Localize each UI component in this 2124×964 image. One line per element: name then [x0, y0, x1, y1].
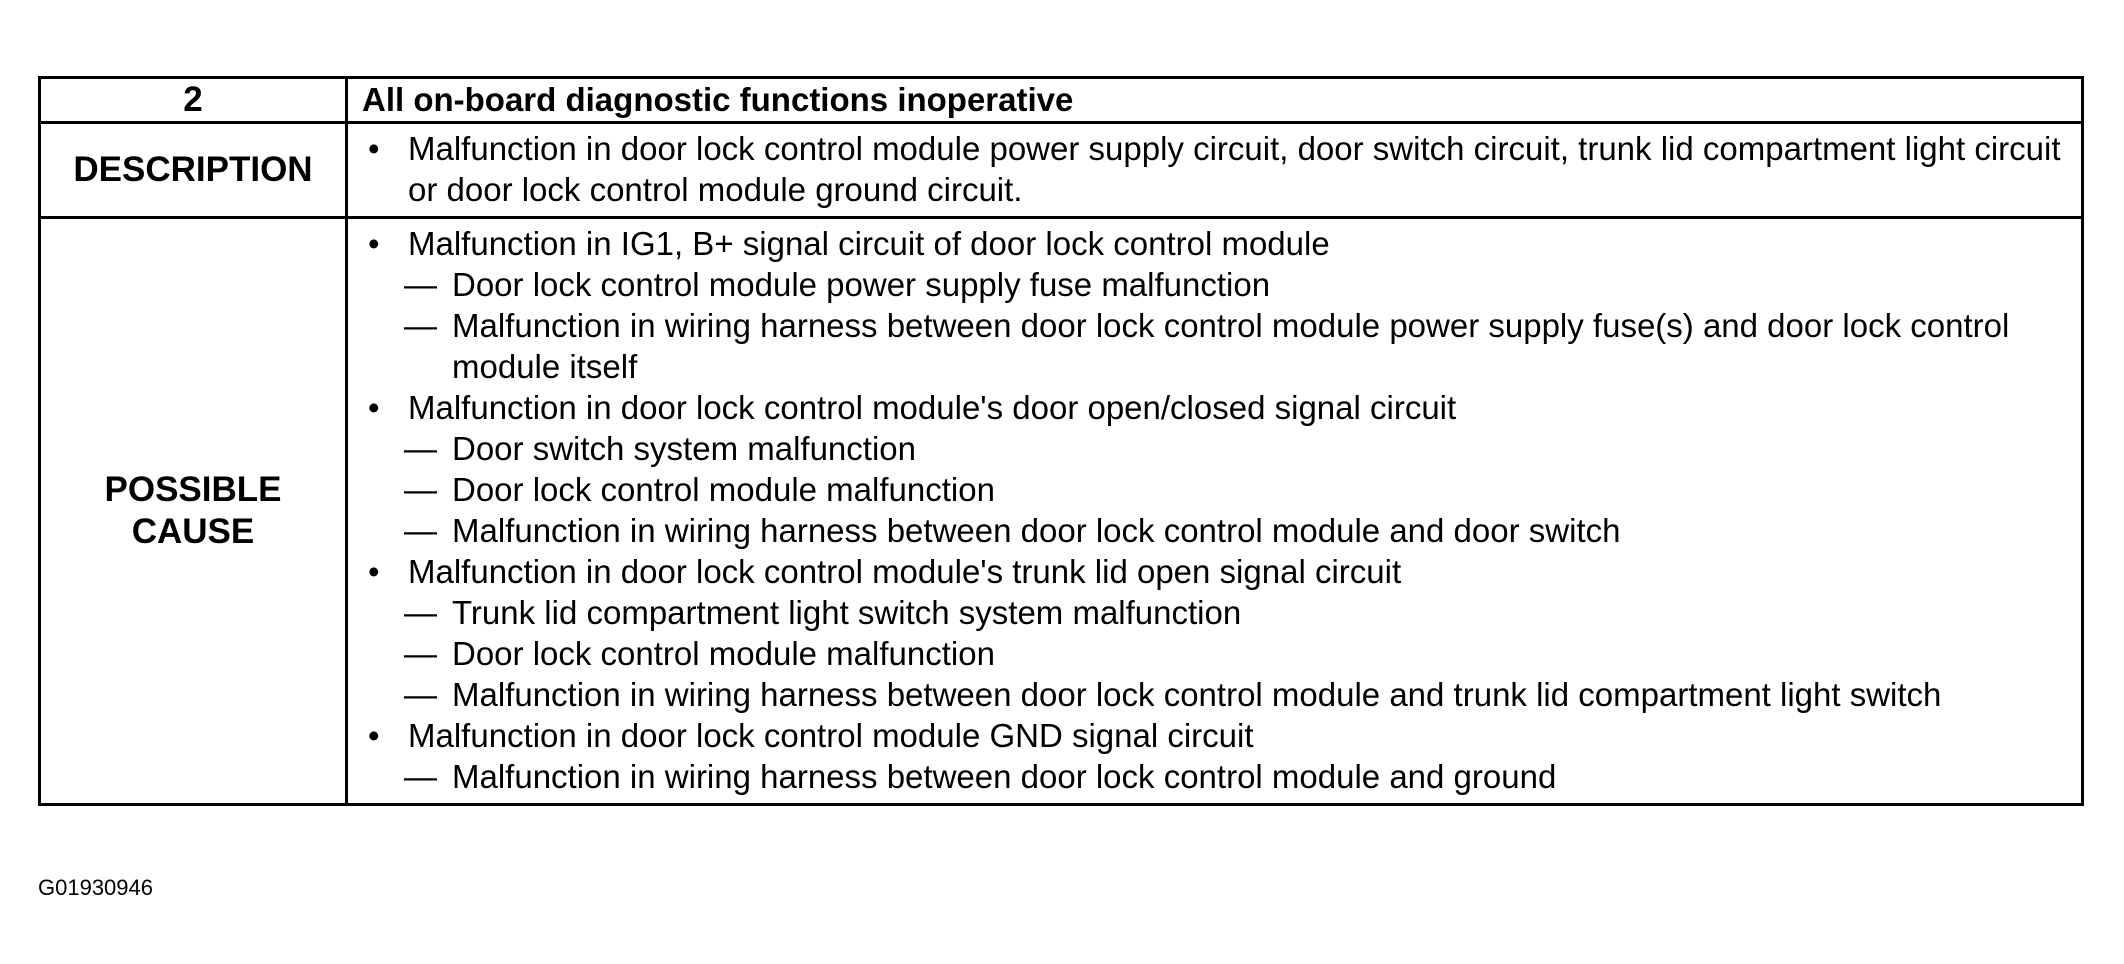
step-number: 2: [40, 78, 347, 123]
cause-bullet: [362, 223, 2071, 387]
header-row: [40, 78, 2083, 123]
possible-cause-label-line1: POSSIBLE: [104, 470, 282, 509]
description-label: DESCRIPTION: [40, 123, 347, 218]
cause-bullet: [362, 715, 2071, 797]
cause-sub-item: — Malfunction in wiring harness between door lock control module and door switch: [404, 510, 2071, 551]
cause-sub-item: — Trunk lid compartment light switch system malfunction: [404, 592, 2071, 633]
cause-bullet: [362, 551, 2071, 715]
description-list: [362, 128, 2071, 210]
description-row: [40, 123, 2083, 218]
possible-cause-content: [347, 218, 2083, 805]
cause-sub-item: — Malfunction in wiring harness between door lock control module power supply fuse(s) and door lock control module itself: [404, 305, 2071, 387]
cause-bullet-text: Malfunction in door lock control module's door open/closed signal circuit: [408, 389, 1457, 426]
figure-id: G01930946: [38, 875, 153, 900]
possible-cause-label: [40, 218, 347, 805]
cause-sub-item: — Door lock control module power supply fuse malfunction: [404, 264, 2071, 305]
cause-bullet-text: Malfunction in door lock control module GND signal circuit: [408, 717, 1254, 754]
cause-bullet-text: Malfunction in IG1, B+ signal circuit of door lock control module: [408, 225, 1330, 262]
description-bullet: • Malfunction in door lock control module power supply circuit, door switch circuit, trunk lid compartment light circuit or door lock control module ground circuit.: [362, 128, 2071, 210]
diagnostic-table: [38, 76, 2084, 806]
cause-bullet: [362, 387, 2071, 551]
cause-sub-item: — Door switch system malfunction: [404, 428, 2071, 469]
cause-sub-list: [404, 428, 2071, 551]
step-title: All on-board diagnostic functions inoperative: [347, 78, 2083, 123]
possible-cause-list: [362, 223, 2071, 797]
cause-sub-list: [404, 756, 2071, 797]
cause-sub-item: — Door lock control module malfunction: [404, 633, 2071, 674]
cause-sub-item: — Door lock control module malfunction: [404, 469, 2071, 510]
cause-sub-list: [404, 264, 2071, 387]
possible-cause-label-line2: CAUSE: [131, 512, 255, 551]
description-content: [347, 123, 2083, 218]
possible-cause-row: [40, 218, 2083, 805]
cause-bullet-text: Malfunction in door lock control module's trunk lid open signal circuit: [408, 553, 1402, 590]
cause-sub-list: [404, 592, 2071, 715]
cause-sub-item: — Malfunction in wiring harness between door lock control module and trunk lid compartment light switch: [404, 674, 2071, 715]
cause-sub-item: — Malfunction in wiring harness between door lock control module and ground: [404, 756, 2071, 797]
